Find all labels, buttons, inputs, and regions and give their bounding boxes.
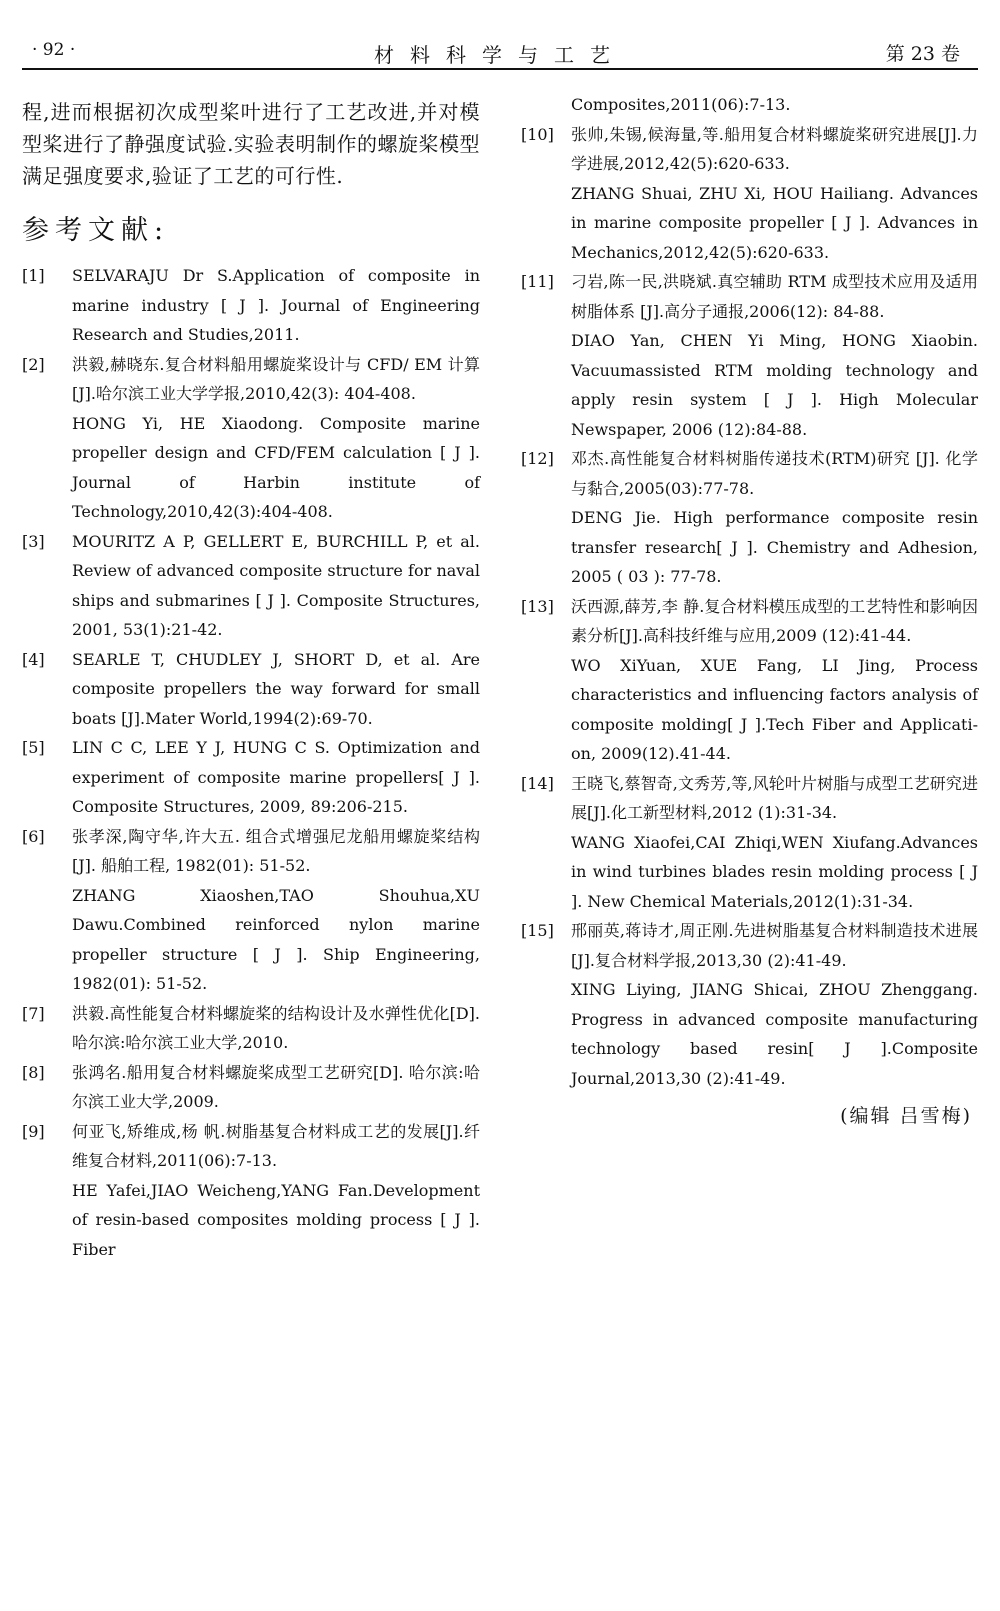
reference-english: XING Liying, JIANG Shicai, ZHOU Zhenggang. Progress in advanced composite manufacturing technology based resin[ J ].Composite Journal,2013,30 (2):41-49. xyxy=(571,980,978,1088)
reference-english: ZHANG Shuai, ZHU Xi, HOU Hailiang. Advances in marine composite propeller [ J ]. Advances in Mechanics,2012,42(5):620-633. xyxy=(571,183,978,262)
reference-number: [13] xyxy=(521,596,554,616)
page-number: · 92 · xyxy=(32,40,76,60)
reference-body xyxy=(72,1058,480,1117)
reference-continuation: Composites,2011(06):7-13. xyxy=(571,95,791,114)
reference-item xyxy=(22,527,480,645)
reference-body xyxy=(72,1117,480,1265)
reference-body xyxy=(571,916,978,1093)
reference-number: [5] xyxy=(22,738,45,757)
reference-item xyxy=(521,444,978,592)
reference-number: [4] xyxy=(22,649,45,669)
reference-number: [14] xyxy=(521,773,554,793)
reference-chinese: 邢丽英,蒋诗才,周正刚.先进树脂基复合材料制造技术进展[J].复合材料学报,2013,30 (2):41-49. xyxy=(571,921,978,970)
left-column xyxy=(22,90,480,1264)
reference-body xyxy=(571,769,978,917)
reference-item xyxy=(521,916,978,1093)
reference-english: WO XiYuan, XUE Fang, LI Jing, Process characteristics and influencing factors analysis of composite molding[ J ].Tech Fiber and Applicati-on, 2009(12).41-44. xyxy=(571,655,978,763)
reference-body xyxy=(571,444,978,592)
reference-chinese: 张鸿名.船用复合材料螺旋桨成型工艺研究[D]. 哈尔滨:哈尔滨工业大学,2009. xyxy=(72,1062,480,1111)
reference-number: [15] xyxy=(521,921,554,940)
reference-body xyxy=(72,527,480,645)
reference-item xyxy=(521,592,978,769)
reference-english: LIN C C, LEE Y J, HUNG C S. Optimization and experiment of composite marine propellers[ J ]. Composite Structures, 2009, 89:206-215. xyxy=(72,738,480,816)
reference-english: DENG Jie. High performance composite resin transfer research[ J ]. Chemistry and Adhesion, 2005 ( 03 ): 77-78. xyxy=(571,508,978,586)
reference-item xyxy=(22,1117,480,1265)
reference-chinese: 洪毅.高性能复合材料螺旋桨的结构设计及水弹性优化[D]. 哈尔滨:哈尔滨工业大学,2010. xyxy=(72,1003,480,1052)
reference-number: [9] xyxy=(22,1121,45,1141)
reference-list-right xyxy=(521,120,978,1094)
right-column xyxy=(521,90,978,1128)
reference-body xyxy=(72,822,480,999)
journal-title: 材料科学与工艺 xyxy=(374,43,626,67)
reference-english: HE Yafei,JIAO Weicheng,YANG Fan.Development of resin-based composites molding process [ J ]. Fiber xyxy=(72,1180,480,1259)
reference-number: [3] xyxy=(22,531,45,551)
reference-list-left xyxy=(22,261,480,1264)
reference-chinese: 张帅,朱锡,候海量,等.船用复合材料螺旋桨研究进展[J].力学进展,2012,42(5):620-633. xyxy=(571,124,978,173)
reference-body xyxy=(72,645,480,734)
reference-chinese: 刁岩,陈一民,洪晓斌.真空辅助 RTM 成型技术应用及适用树脂体系 [J].高分子通报,2006(12): 84-88. xyxy=(571,272,978,321)
reference-chinese: 沃西源,薛芳,李 静.复合材料模压成型的工艺特性和影响因素分析[J].高科技纤维与应用,2009 (12):41-44. xyxy=(571,596,978,645)
reference-english: SEARLE T, CHUDLEY J, SHORT D, et al. Are composite propellers the way forward for small boats [J].Mater World,1994(2):69-70. xyxy=(72,649,480,728)
reference-chinese: 邓杰.高性能复合材料树脂传递技术(RTM)研究 [J]. 化学与黏合,2005(03):77-78. xyxy=(571,449,978,498)
reference-body xyxy=(571,267,978,444)
reference-english: HONG Yi, HE Xiaodong. Composite marine propeller design and CFD/FEM calculation [ J ]. Journal of Harbin institute of Technology,2010,42(3):404-408. xyxy=(72,413,480,521)
reference-english: SELVARAJU Dr S.Application of composite in marine industry [ J ]. Journal of Engineering Research and Studies,2011. xyxy=(72,266,480,344)
reference-english: DIAO Yan, CHEN Yi Ming, HONG Xiaobin. Vacuumassisted RTM molding technology and apply resin system [ J ]. High Molecular Newspaper, 2006 (12):84-88. xyxy=(571,331,978,439)
reference-body xyxy=(571,592,978,769)
reference-english: WANG Xiaofei,CAI Zhiqi,WEN Xiufang.Advances in wind turbines blades resin molding process [ J ]. New Chemical Materials,2012(1):31-34. xyxy=(571,832,978,911)
references-title: 参考文献: xyxy=(22,215,170,246)
reference-chinese: 洪毅,赫晓东.复合材料船用螺旋桨设计与 CFD/ EM 计算[J].哈尔滨工业大学学报,2010,42(3): 404-408. xyxy=(72,354,480,403)
reference-number: [1] xyxy=(22,266,45,285)
reference-body xyxy=(571,120,978,268)
reference-body xyxy=(72,261,480,350)
reference-english: ZHANG Xiaoshen,TAO Shouhua,XU Dawu.Combined reinforced nylon marine propeller structure [ J ]. Ship Engineering, 1982(01): 51-52. xyxy=(72,885,480,993)
running-header xyxy=(22,38,978,70)
reference-item xyxy=(22,822,480,999)
reference-item xyxy=(22,261,480,350)
reference-item xyxy=(521,120,978,268)
reference-item xyxy=(22,733,480,822)
reference-number: [10] xyxy=(521,124,554,144)
reference-chinese: 张孝深,陶守华,许大五. 组合式增强尼龙船用螺旋桨结构[J]. 船舶工程, 1982(01): 51-52. xyxy=(72,826,480,875)
reference-chinese: 何亚飞,矫维成,杨 帆.树脂基复合材料成工艺的发展[J].纤维复合材料,2011(06):7-13. xyxy=(72,1121,480,1170)
reference-number: [8] xyxy=(22,1062,45,1082)
conclusion-paragraph: 程,进而根据初次成型桨叶进行了工艺改进,并对模型桨进行了静强度试验.实验表明制作的螺旋桨模型满足强度要求,验证了工艺的可行性. xyxy=(22,100,480,188)
reference-item xyxy=(521,267,978,444)
reference-number: [11] xyxy=(521,272,554,291)
reference-item xyxy=(22,350,480,527)
reference-english: MOURITZ A P, GELLERT E, BURCHILL P, et al. Review of advanced composite structure for naval ships and submarines [ J ]. Composite Structures, 2001, 53(1):21-42. xyxy=(72,531,480,639)
editor-credit: (编辑 吕雪梅) xyxy=(840,1105,972,1127)
reference-number: [7] xyxy=(22,1003,45,1023)
reference-number: [6] xyxy=(22,826,45,846)
reference-body xyxy=(72,350,480,527)
reference-item xyxy=(22,645,480,734)
volume-label: 第 23 卷 xyxy=(885,43,960,65)
reference-body xyxy=(72,733,480,822)
reference-body xyxy=(72,999,480,1058)
reference-item xyxy=(22,999,480,1058)
reference-item xyxy=(22,1058,480,1117)
reference-chinese: 王晓飞,蔡智奇,文秀芳,等,风轮叶片树脂与成型工艺研究进展[J].化工新型材料,2012 (1):31-34. xyxy=(571,773,978,822)
reference-number: [12] xyxy=(521,449,554,468)
reference-number: [2] xyxy=(22,354,45,374)
reference-item xyxy=(521,769,978,917)
